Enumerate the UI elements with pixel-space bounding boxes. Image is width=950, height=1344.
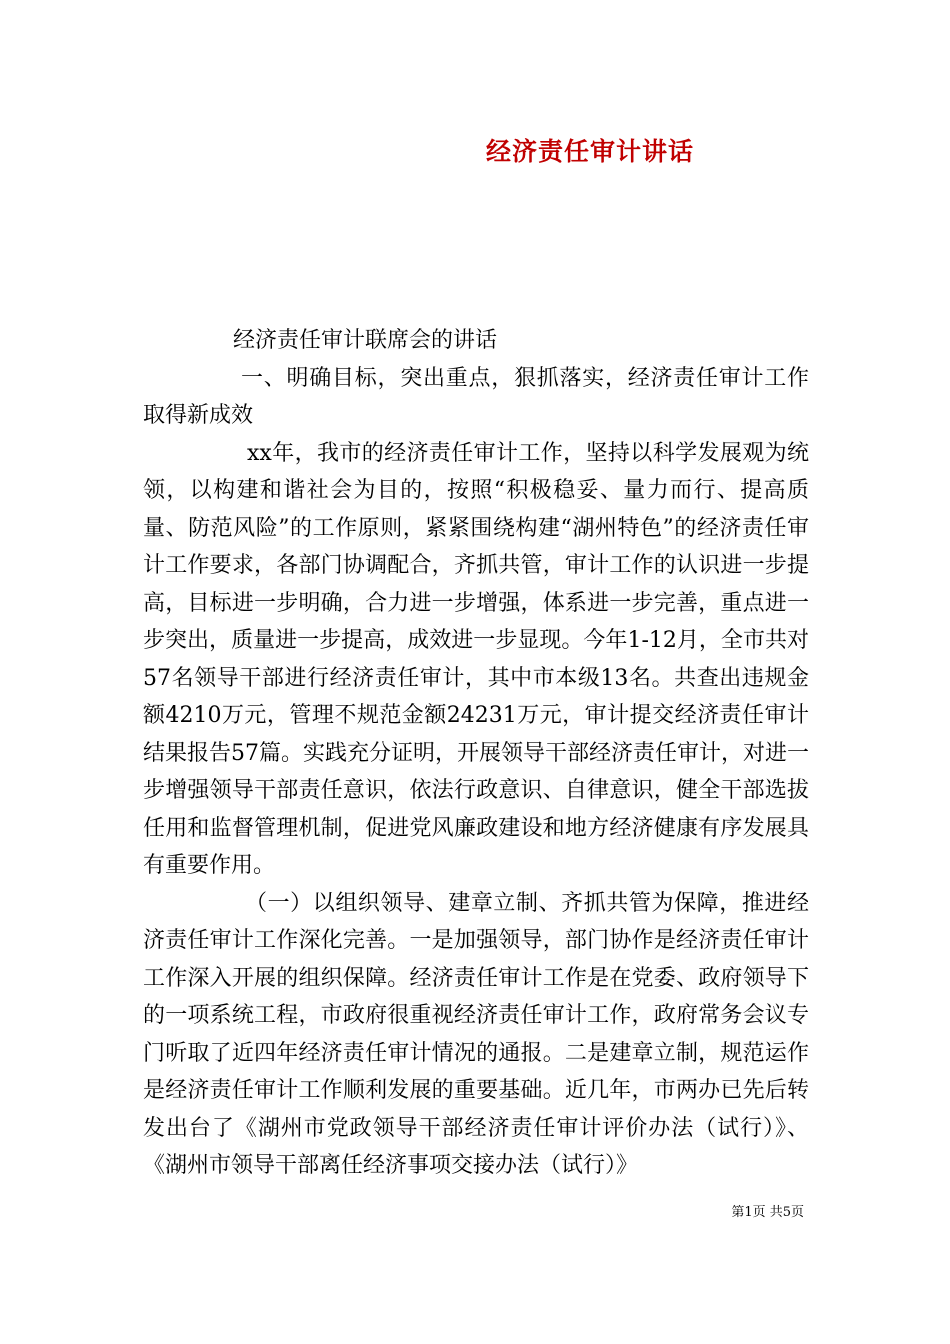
body-paragraph: （一）以组织领导、建章立制、齐抓共管为保障，推进经济责任审计工作深化完善。一是加强领导，部门协作是经济责任审计工作深入开展的组织保障。经济责任审计工作是在党委、政府领导下的一项系统工程，市政府很重视经济责任审计工作，政府常务会议专门听取了近四年经济责任审计情况的通报。二是建章立制，规范运作是经济责任审计工作顺利发展的重要基础。近几年，市两办已先后转发出台了《湖州市党政领导干部经济责任审计评价办法（试行）》、《湖州市领导干部离任经济事项交接办法（试行）》	[143, 890, 809, 1178]
section-heading: 一、明确目标，突出重点，狠抓落实，经济责任审计工作取得新成效	[143, 365, 809, 428]
body-paragraph: xx年，我市的经济责任审计工作，坚持以科学发展观为统领，以构建和谐社会为目的，按照“积极稳妥、量力而行、提高质量、防范风险”的工作原则，紧紧围绕构建“湖州特色”的经济责任审计工作要求，各部门协调配合，齐抓共管，审计工作的认识进一步提高，目标进一步明确，合力进一步增强，体系进一步完善，重点进一步突出，质量进一步提高，成效进一步显现。今年1-12月，全市共对57名领导干部进行经济责任审计，其中市本级13名。共查出违规金额4210万元，管理不规范金额24231万元，审计提交经济责任审计结果报告57篇。实践充分证明，开展领导干部经济责任审计，对进一步增强领导干部责任意识，依法行政意识、自律意识，健全干部选拔任用和监督管理机制，促进党风廉政建设和地方经济健康有序发展具有重要作用。	[143, 440, 809, 878]
document-title: 经济责任审计讲话	[485, 137, 694, 166]
document-subtitle: 经济责任审计联席会的讲话	[233, 328, 498, 353]
document-body	[143, 322, 809, 1185]
page-number: 第1页 共5页	[731, 1205, 804, 1220]
